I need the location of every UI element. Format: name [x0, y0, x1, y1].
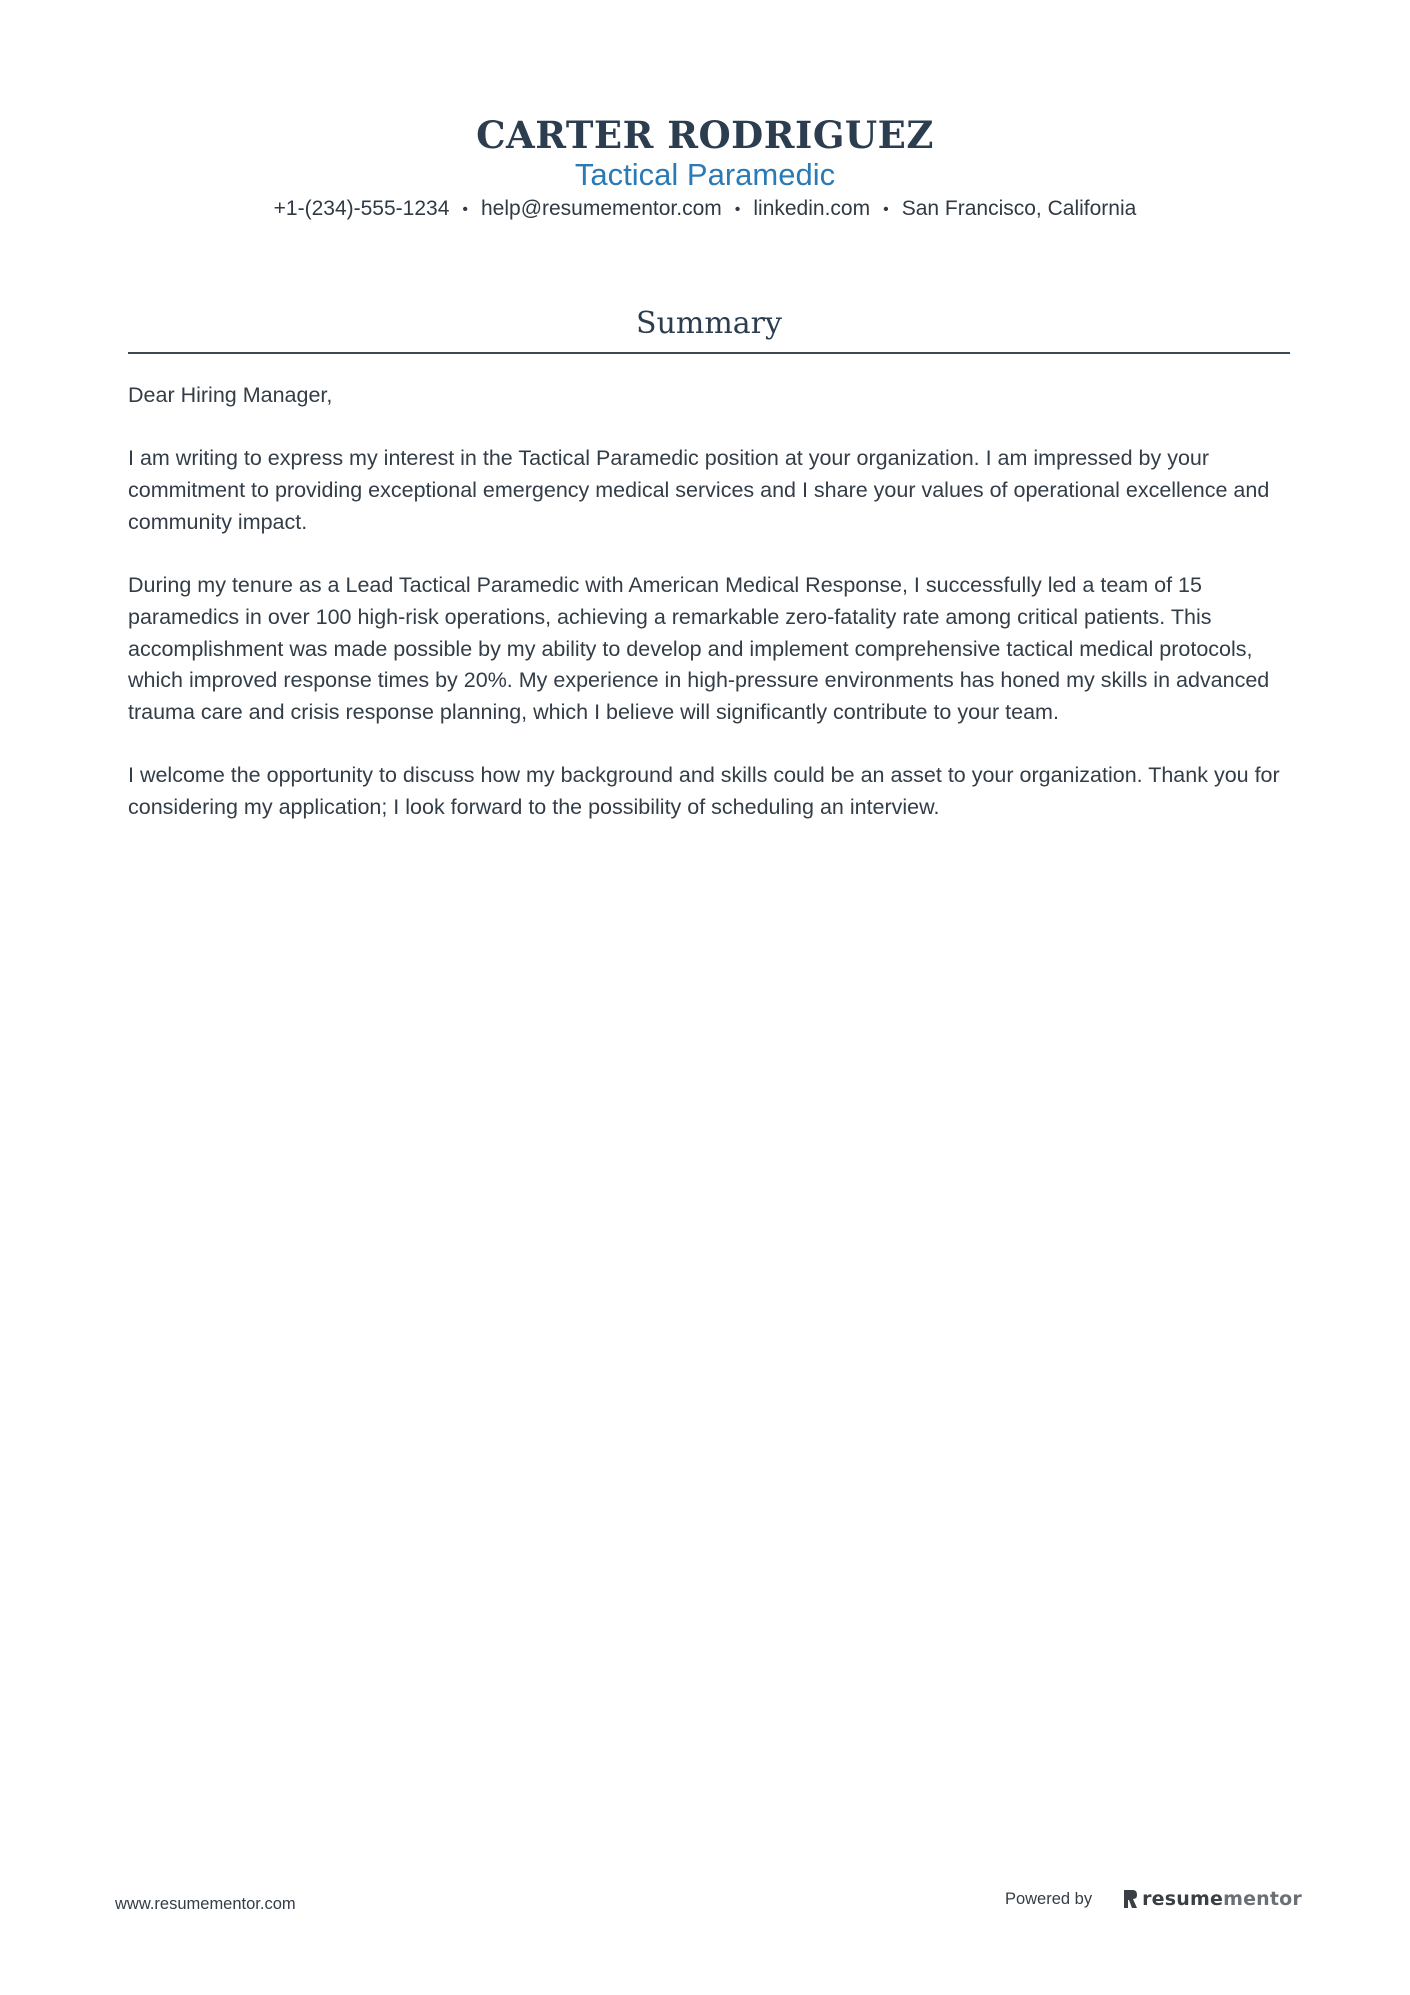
- section-divider: [128, 352, 1290, 354]
- resumementor-logo-icon: [1122, 1889, 1138, 1909]
- contact-info: [0, 194, 1410, 226]
- contact-separator: •: [462, 201, 468, 218]
- letter-paragraph: I welcome the opportunity to discuss how my background and skills could be an asset to your organization. Thank you for considering my application; I look forward to the possibility of scheduling an interview.: [128, 763, 1280, 820]
- contact-phone: +1-(234)-555-1234: [273, 197, 450, 220]
- letter-header: [0, 112, 1410, 226]
- applicant-name: CARTER RODRIGUEZ: [476, 113, 934, 157]
- logo-text-resume: resume: [1142, 1888, 1224, 1910]
- letter-body: [128, 380, 1293, 855]
- contact-email: help@resumementor.com: [480, 197, 722, 220]
- letter-paragraph: During my tenure as a Lead Tactical Paramedic with American Medical Response, I successfully led a team of 15 paramedics in over 100 high-risk operations, achieving a remarkable zero-fatality rate among critical patients. This accomplishment was made possible by my ability to develop and implement comprehensive tactical medical protocols, which improved response times by 20%. My experience in high-pressure environments has honed my skills in advanced trauma care and crisis response planning, which I believe will significantly contribute to your team.: [128, 573, 1270, 724]
- logo-text-mentor: mentor: [1223, 1888, 1302, 1910]
- footer-branding: [1005, 1888, 1302, 1910]
- resumementor-logo: [1122, 1888, 1302, 1910]
- letter-paragraph: I am writing to express my interest in the Tactical Paramedic position at your organization. I am impressed by your commitment to providing exceptional emergency medical services and I share your values of operational excellence and community impact.: [128, 446, 1270, 534]
- section-title-summary: Summary: [636, 306, 782, 341]
- powered-by-label: Powered by: [1004, 1889, 1093, 1908]
- footer-website: www.resumementor.com: [115, 1895, 296, 1913]
- letter-salutation: Dear Hiring Manager,: [128, 383, 333, 407]
- contact-separator: •: [734, 201, 741, 218]
- contact-linkedin: linkedin.com: [753, 197, 871, 220]
- job-title: Tactical Paramedic: [574, 157, 836, 192]
- contact-location: San Francisco, California: [901, 197, 1137, 220]
- contact-separator: •: [883, 201, 889, 218]
